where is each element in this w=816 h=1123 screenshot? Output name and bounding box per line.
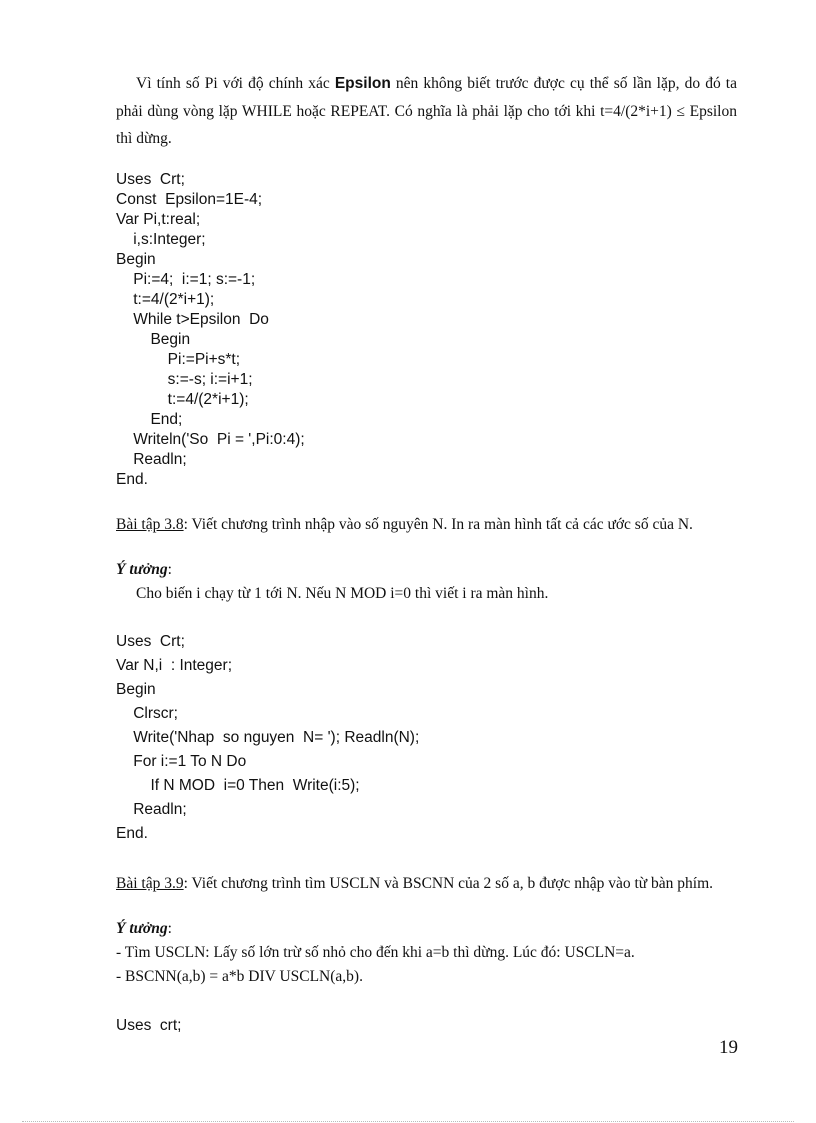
page-bottom-divider <box>22 1121 794 1122</box>
code-line: t:=4/(2*i+1); <box>116 291 215 308</box>
code-line: End. <box>116 825 148 842</box>
code-line: Begin <box>116 251 156 268</box>
idea-label: Ý tưởng <box>116 920 168 937</box>
intro-paragraph <box>116 70 737 153</box>
idea-label: Ý tưởng <box>116 561 168 578</box>
code-line: Pi:=4; i:=1; s:=-1; <box>116 271 256 288</box>
code-line: While t>Epsilon Do <box>116 311 269 328</box>
code-line: s:=-s; i:=i+1; <box>116 371 253 388</box>
code-line: If N MOD i=0 Then Write(i:5); <box>116 777 360 794</box>
idea-heading-3-8 <box>116 558 737 582</box>
intro-text-2: nên không biết trước được cụ thể số lần lặp, do đó ta phải dùng vòng lặp WHILE hoặc REPEAT. Có nghĩa là phải lặp cho tới khi t=4/(2*i+1) ≤ Epsilon thì dừng. <box>116 75 737 147</box>
code-block-gcd <box>116 1014 181 1038</box>
code-line: Begin <box>116 681 156 698</box>
idea-text-3-8: Cho biến i chạy từ 1 tới N. Nếu N MOD i=0 thì viết i ra màn hình. <box>136 585 549 602</box>
exercise-3-9 <box>116 870 737 898</box>
code-line: Clrscr; <box>116 705 178 722</box>
code-line: End; <box>116 411 183 428</box>
exercise-3-8-label: Bài tập 3.8 <box>116 516 184 533</box>
exercise-3-9-label: Bài tập 3.9 <box>116 875 184 892</box>
idea-colon: : <box>167 920 172 937</box>
code-line: For i:=1 To N Do <box>116 753 247 770</box>
page-number: 19 <box>719 1037 738 1058</box>
exercise-3-8-text: : Viết chương trình nhập vào số nguyên N. In ra màn hình tất cả các ước số của N. <box>183 516 693 533</box>
code-line: Readln; <box>116 801 187 818</box>
idea-bullet-1: - Tìm USCLN: Lấy số lớn trừ số nhỏ cho đến khi a=b thì dừng. Lúc đó: USCLN=a. <box>116 944 635 961</box>
code-line: Begin <box>116 331 191 348</box>
code-line: Pi:=Pi+s*t; <box>116 351 241 368</box>
code-line: Const Epsilon=1E-4; <box>116 191 263 208</box>
idea-heading-3-9 <box>116 917 737 941</box>
idea-bullet-2: - BSCNN(a,b) = a*b DIV USCLN(a,b). <box>116 968 363 985</box>
idea-colon: : <box>167 561 172 578</box>
code-line: Var Pi,t:real; <box>116 211 201 228</box>
code-line: End. <box>116 471 148 488</box>
code-line: Var N,i : Integer; <box>116 657 233 674</box>
code-line: t:=4/(2*i+1); <box>116 391 249 408</box>
code-line: Write('Nhap so nguyen N= '); Readln(N); <box>116 729 420 746</box>
intro-text-1: Vì tính số Pi với độ chính xác <box>136 75 335 92</box>
code-line: Readln; <box>116 451 187 468</box>
exercise-3-9-text: : Viết chương trình tìm USCLN và BSCNN của 2 số a, b được nhập vào từ bàn phím. <box>183 875 714 892</box>
code-block-divisors <box>116 630 419 846</box>
code-line: Uses crt; <box>116 1017 182 1034</box>
code-block-pi <box>116 170 305 490</box>
code-line: Writeln('So Pi = ',Pi:0:4); <box>116 431 305 448</box>
exercise-3-8 <box>116 511 737 539</box>
code-line: Uses Crt; <box>116 633 185 650</box>
code-line: Uses Crt; <box>116 171 185 188</box>
code-line: i,s:Integer; <box>116 231 206 248</box>
epsilon-keyword: Epsilon <box>334 75 391 92</box>
